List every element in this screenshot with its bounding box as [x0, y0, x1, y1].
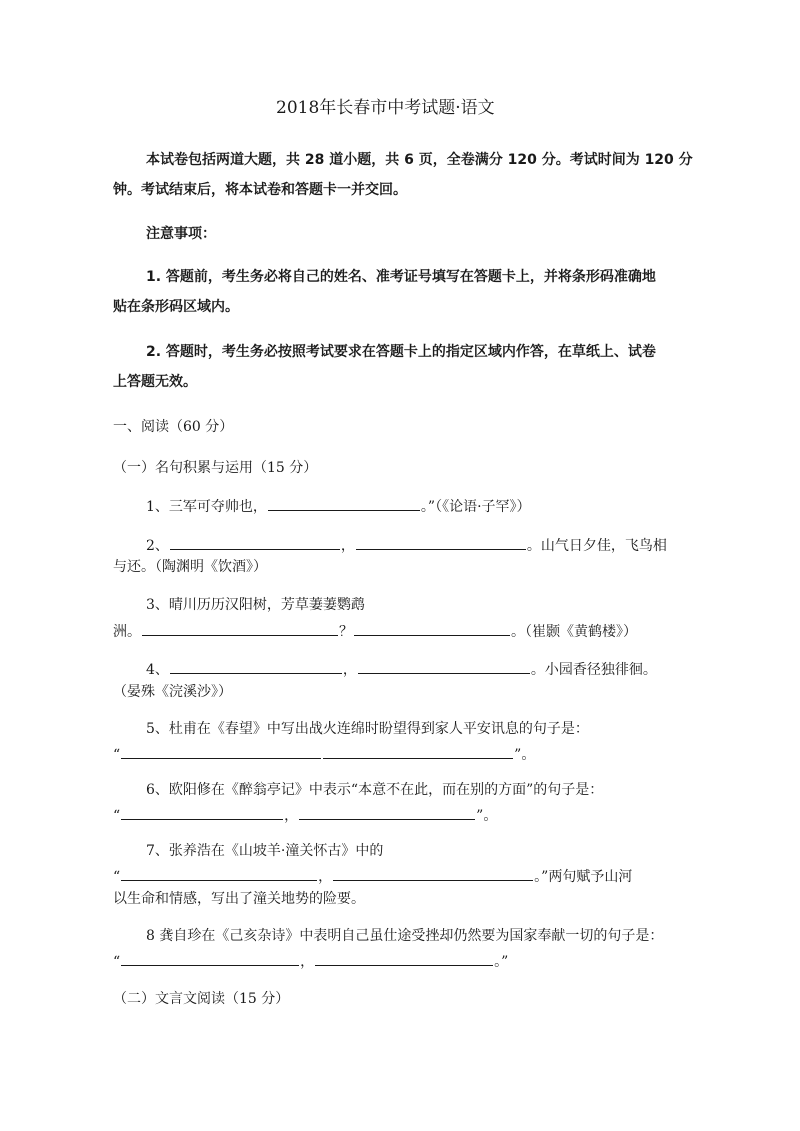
question-2-suffix: 。山气日夕佳，飞鸟相 [526, 538, 667, 554]
question-7-separator: ， [318, 869, 333, 885]
question-4-suffix: 。小园香径独徘徊。 [530, 662, 657, 678]
question-6-line-2 [113, 804, 497, 826]
notice-item-1-line-2: 贴在条形码区域内。 [113, 299, 239, 315]
question-7-line-3: 以生命和情感，写出了潼关地势的险要。 [113, 891, 365, 907]
question-7-line-1: 7、张养浩在《山坡羊·潼关怀古》中的 [146, 843, 384, 859]
answer-blank[interactable] [268, 495, 420, 511]
question-3-separator: ？ [339, 624, 353, 640]
question-2-separator: ， [340, 538, 355, 554]
question-8-separator: ， [300, 954, 315, 970]
question-5-line-1: 5、杜甫在《春望》中写出战火连绵时盼望得到家人平安讯息的句子是： [146, 721, 589, 737]
open-quote: “ [113, 808, 121, 824]
answer-blank[interactable] [299, 804, 475, 820]
answer-blank[interactable] [121, 804, 283, 820]
answer-blank[interactable] [315, 950, 493, 966]
question-7-suffix: 。”两句赋予山河 [534, 869, 633, 885]
question-4-prefix: 4、 [146, 662, 169, 678]
question-3-line-1: 3、晴川历历汉阳树，芳草萋萋鹦鹉 [146, 597, 365, 613]
question-4 [146, 658, 657, 680]
question-2-prefix: 2、 [146, 538, 169, 554]
notice-item-2-line-2: 上答题无效。 [113, 374, 197, 390]
notice-item-1-line-1: 1. 答题前，考生务必将自己的姓名、准考证号填写在答题卡上，并将条形码准确地 [146, 269, 656, 285]
question-7-line-2 [113, 865, 632, 887]
question-3-suffix: 。（崔颢《黄鹤楼》） [511, 624, 637, 640]
notice-heading: 注意事项： [146, 226, 216, 242]
section-1-heading: 一、阅读（60 分） [113, 419, 234, 435]
intro-line-1: 本试卷包括两道大题，共 28 道小题，共 6 页，全卷满分 120 分。考试时间为 120 分 [146, 152, 693, 168]
question-8-line-2 [113, 950, 508, 972]
part-1-heading: （一）名句积累与运用（15 分） [113, 460, 318, 476]
question-2-line-2: 与还。（陶渊明《饮酒》） [113, 559, 267, 575]
question-6-line-1: 6、欧阳修在《醉翁亭记》中表示“本意不在此，而在别的方面”的句子是： [146, 782, 604, 798]
question-6-separator: ， [284, 808, 299, 824]
answer-blank[interactable] [354, 620, 510, 636]
open-quote: “ [113, 747, 121, 763]
part-2-heading: （二）文言文阅读（15 分） [113, 991, 290, 1007]
question-3-line-2 [113, 620, 637, 642]
answer-blank[interactable] [121, 865, 317, 881]
answer-blank[interactable] [170, 534, 340, 550]
question-5-line-2 [113, 743, 535, 765]
question-3-prefix: 洲。 [113, 624, 141, 640]
question-8-line-1: 8 龚自珍在《己亥杂诗》中表明自己虽仕途受挫却仍然要为国家奉献一切的句子是： [146, 928, 664, 944]
answer-blank[interactable] [358, 658, 530, 674]
open-quote: “ [113, 869, 121, 885]
answer-blank[interactable] [333, 865, 533, 881]
open-quote: “ [113, 954, 121, 970]
question-1-prefix: 1、三军可夺帅也， [146, 499, 267, 515]
question-1-suffix: 。”（《论语·子罕》） [420, 499, 531, 515]
answer-blank[interactable] [121, 950, 299, 966]
close-quote: ”。 [514, 747, 536, 763]
question-4-separator: ， [342, 662, 357, 678]
page-title: 2018年长春市中考试题·语文 [276, 98, 495, 118]
answer-blank[interactable] [170, 658, 342, 674]
intro-line-2: 钟。考试结束后，将本试卷和答题卡一并交回。 [113, 182, 407, 198]
question-1 [146, 495, 531, 517]
answer-blank[interactable] [121, 743, 321, 759]
close-quote: 。” [494, 954, 509, 970]
answer-blank[interactable] [142, 620, 338, 636]
answer-blank[interactable] [323, 743, 513, 759]
answer-blank[interactable] [356, 534, 526, 550]
question-2 [146, 534, 667, 556]
notice-item-2-line-1: 2. 答题时，考生务必按照考试要求在答题卡上的指定区域内作答，在草纸上、试卷 [146, 344, 656, 360]
question-4-line-2: （晏殊《浣溪沙》） [113, 684, 232, 700]
close-quote: ”。 [476, 808, 498, 824]
